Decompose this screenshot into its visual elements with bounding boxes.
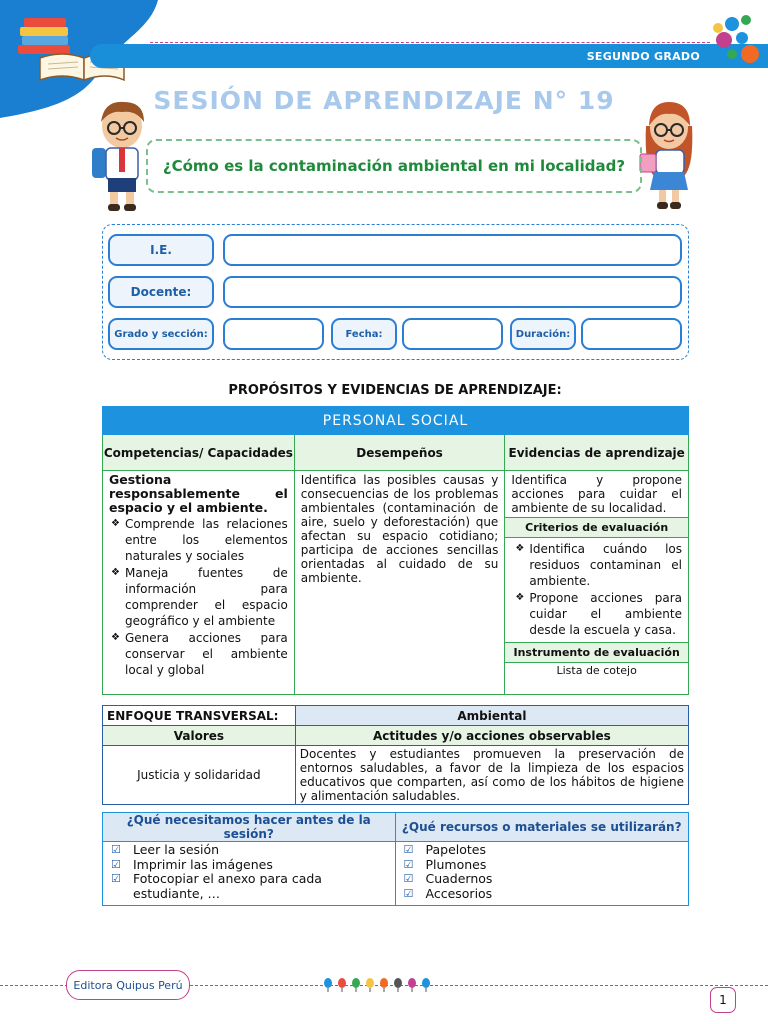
session-title: SESIÓN DE APRENDIZAJE N° 19 xyxy=(153,86,615,115)
publisher-badge: Editora Quipus Perú xyxy=(66,970,190,1000)
purposes-title: PROPÓSITOS Y EVIDENCIAS DE APRENDIZAJE: xyxy=(228,383,562,398)
capacidades-list xyxy=(109,516,288,678)
diamond-bullet-icon: ❖ xyxy=(515,592,525,603)
instrumento-label: Instrumento de evaluación xyxy=(505,642,688,663)
criterios-label: Criterios de evaluación xyxy=(505,517,688,538)
grado-seccion-label: Grado y sección: xyxy=(108,318,214,350)
diamond-bullet-icon: ❖ xyxy=(111,632,120,643)
diamond-bullet-icon: ❖ xyxy=(515,543,525,554)
list-item: ☑ Accesorios xyxy=(403,885,493,901)
area-header: PERSONAL SOCIAL xyxy=(103,407,689,435)
session-question: ¿Cómo es la contaminación ambiental en mi localidad? xyxy=(162,157,626,175)
checkbox-icon: ☑ xyxy=(111,843,121,856)
before-session-cell xyxy=(103,842,396,906)
list-item: ☑ Plumones xyxy=(403,856,487,872)
desempenos-cell xyxy=(294,471,505,695)
diamond-bullet-icon: ❖ xyxy=(111,518,120,529)
list-item: ☑ Papelotes xyxy=(403,842,486,857)
instrumento-text: Lista de cotejo xyxy=(556,664,637,677)
resources-cell xyxy=(395,842,689,906)
enfoque-table xyxy=(102,705,689,805)
fecha-input[interactable] xyxy=(402,318,503,350)
purposes-table xyxy=(102,406,689,695)
duracion-input[interactable] xyxy=(581,318,682,350)
girl-student-icon xyxy=(634,96,704,214)
ie-label: I.E. xyxy=(108,234,214,266)
criterios-list xyxy=(505,538,688,642)
grado-seccion-input[interactable] xyxy=(223,318,324,350)
pencils-icon xyxy=(322,977,442,993)
list-item: ☑ Imprimir las imágenes xyxy=(111,856,273,872)
checkbox-icon: ☑ xyxy=(403,843,414,856)
list-item: ☑ Leer la sesión xyxy=(111,842,220,857)
duracion-label: Duración: xyxy=(510,318,576,350)
resources-header: ¿Qué recursos o materiales se utilizarán? xyxy=(395,813,689,842)
checkbox-icon: ☑ xyxy=(403,886,414,900)
evidencia-text: Identifica y propone acciones para cuidar el ambiente de su localidad. xyxy=(511,473,682,515)
col-desempenos: Desempeños xyxy=(294,435,505,471)
top-dashed-line xyxy=(150,42,710,43)
list-item: ❖ Identifica cuándo los residuos contaminan el ambiente. xyxy=(515,542,682,588)
valores-header: Valores xyxy=(103,726,296,746)
desempeno-text: Identifica las posibles causas y consecuencias de los problemas ambientales (contaminación de aire, suelo y deforestación) que afectan su espacio cotidiano; participa de acciones sencillas orientadas al cuidado de su ambiente. xyxy=(300,473,499,585)
list-item: ❖ Maneja fuentes de información para comprender el espacio geográfico y el ambiente xyxy=(111,566,288,628)
list-item: ❖ Comprende las relaciones entre los elementos naturales y sociales xyxy=(111,517,288,563)
docente-label: Docente: xyxy=(108,276,214,308)
enfoque-value: Ambiental xyxy=(295,706,688,726)
competencia-text: Gestiona responsablemente el espacio y el ambiente. xyxy=(109,472,288,515)
actitudes-header: Actitudes y/o acciones observables xyxy=(295,726,688,746)
before-session-list xyxy=(103,842,395,905)
ie-input[interactable] xyxy=(223,234,682,266)
question-box xyxy=(146,139,642,193)
checkbox-icon: ☑ xyxy=(403,857,414,871)
docente-input[interactable] xyxy=(223,276,682,308)
col-evidencias: Evidencias de aprendizaje xyxy=(505,435,689,471)
before-session-header: ¿Qué necesitamos hacer antes de la sesión? xyxy=(103,813,396,842)
list-item: ❖ Genera acciones para conservar el ambiente local y global xyxy=(111,631,288,677)
page-number: 1 xyxy=(710,987,736,1013)
resources-list xyxy=(396,842,689,905)
checkbox-icon: ☑ xyxy=(111,857,121,871)
competencias-cell xyxy=(103,471,295,695)
grade-label: SEGUNDO GRADO xyxy=(586,50,700,63)
checkbox-icon: ☑ xyxy=(403,872,414,885)
fecha-label: Fecha: xyxy=(331,318,397,350)
col-competencias: Competencias/ Capacidades xyxy=(103,435,295,471)
evidencias-cell xyxy=(505,471,689,695)
enfoque-label: ENFOQUE TRANSVERSAL: xyxy=(103,706,296,726)
preparation-table xyxy=(102,812,689,906)
list-item: ☑ Cuadernos xyxy=(403,871,493,886)
list-item: ☑ Fotocopiar el anexo para cada estudiante, … xyxy=(111,871,322,901)
checkbox-icon: ☑ xyxy=(111,872,121,885)
color-dots-icon xyxy=(700,14,760,70)
list-item: ❖ Propone acciones para cuidar el ambiente desde la escuela y casa. xyxy=(515,591,682,637)
valor-text: Justicia y solidaridad xyxy=(103,746,296,805)
actitud-text: Docentes y estudiantes promueven la preservación de entornos saludables, a favor de la limpieza de los espacios educativos que comparten, así como de los hábitos de higiene y alimentación saludables. xyxy=(295,746,688,805)
diamond-bullet-icon: ❖ xyxy=(111,567,120,578)
